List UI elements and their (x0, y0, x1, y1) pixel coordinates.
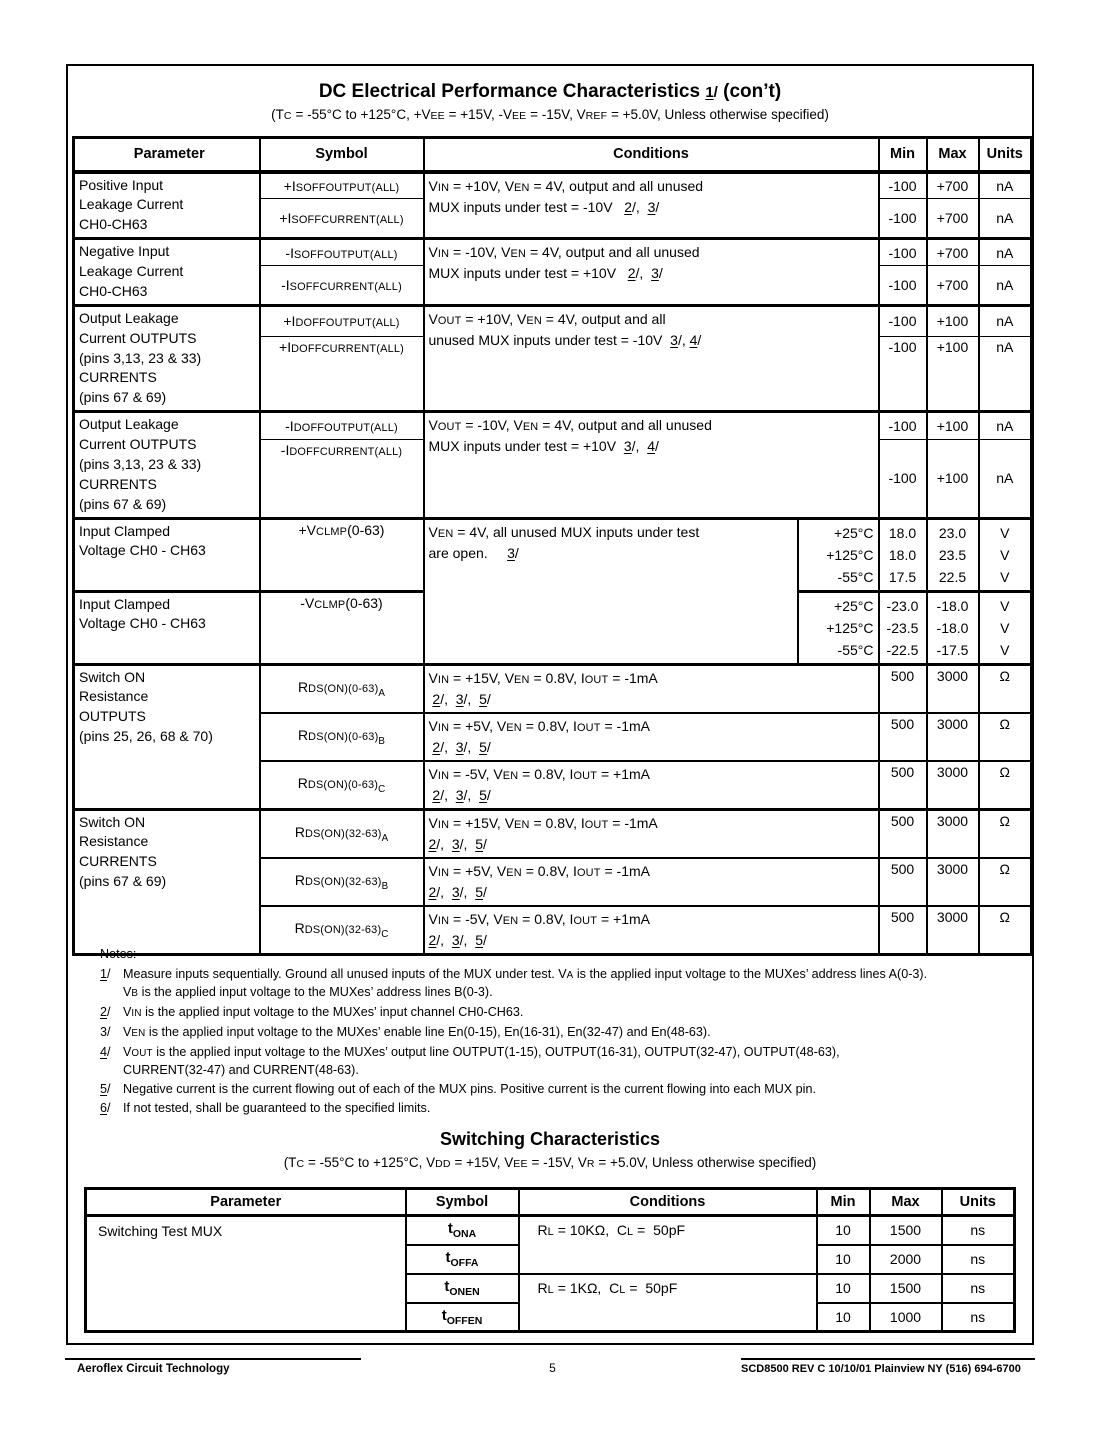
dc-section-subtitle: (TC = -55°C to +125°C, +VEE = +15V, -VEE = -15V, VREF = +5.0V, Unless otherwise specified) (271, 107, 829, 122)
param-cell: Negative Input Leakage Current CH0-CH63 (74, 239, 260, 306)
column-header-max: Max (927, 138, 979, 172)
units-cell: nA (979, 172, 1032, 199)
note-item (100, 966, 1038, 1002)
symbol-cell: +ISOFFCURRENT(ALL) (260, 199, 424, 239)
max-cell: 1500 (870, 1216, 942, 1245)
symbol-cell: -ISOFFOUTPUT(ALL) (260, 239, 424, 266)
param-cell: Switch ON Resistance CURRENTS (pins 67 & 69) (74, 809, 260, 954)
max-cell: 3000 (927, 664, 979, 713)
min-cell: -100 (879, 305, 927, 336)
min-cell: -100 (879, 266, 927, 305)
table-row (74, 172, 1032, 199)
min-cell: 500 (879, 713, 927, 761)
max-cell: 3000 (927, 713, 979, 761)
symbol-cell: $t_{OFFA}$ (406, 1245, 519, 1274)
max-cell: 23.0 23.5 22.5 (927, 518, 979, 591)
symbol-cell: -IDOFFCURRENT(ALL) (260, 439, 424, 518)
symbol-cell: -IDOFFOUTPUT(ALL) (260, 412, 424, 440)
max-cell: +700 (927, 239, 979, 266)
units-cell: V V V (979, 518, 1032, 591)
param-cell: Output Leakage Current OUTPUTS (pins 3,13, 23 & 33) CURRENTS (pins 67 & 69) (74, 305, 260, 411)
max-cell: 3000 (927, 858, 979, 906)
note-text: VIN is the applied input voltage to the MUXes’ input channel CH0-CH63. (123, 1005, 524, 1019)
max-cell: -18.0 -18.0 -17.5 (927, 591, 979, 664)
symbol-cell: $RDS(ON)(32-63)_B$ (260, 858, 424, 906)
units-cell: Ω (979, 906, 1032, 955)
max-cell: +700 (927, 172, 979, 199)
note-ref: 4/ (100, 1045, 111, 1059)
min-cell: -100 (879, 172, 927, 199)
units-cell: nA (979, 199, 1032, 239)
table-row (74, 305, 1032, 336)
min-cell: -100 (879, 336, 927, 411)
symbol-cell: $RDS(ON)(0-63)_C$ (260, 761, 424, 810)
note-item (100, 1004, 1038, 1022)
note-ref: 5/ (100, 1082, 111, 1096)
column-header-units: Units (942, 1189, 1015, 1216)
footer-doc-info: SCD8500 REV C 10/10/01 Plainview NY (516) 694-6700 (741, 1358, 1035, 1375)
max-cell: 1500 (870, 1274, 942, 1303)
note-text: VEN is the applied input voltage to the MUXes’ enable line En(0-15), En(16-31), En(32-47) and En(48-63). (123, 1025, 711, 1039)
symbol-cell: +IDOFFCURRENT(ALL) (260, 336, 424, 411)
units-cell: nA (979, 266, 1032, 305)
units-cell: Ω (979, 761, 1032, 810)
min-cell: 500 (879, 809, 927, 858)
symbol-cell: $RDS(ON)(32-63)_C$ (260, 906, 424, 955)
units-cell: V V V (979, 591, 1032, 664)
note-item (100, 1024, 1038, 1042)
param-cell: Output Leakage Current OUTPUTS (pins 3,13, 23 & 33) CURRENTS (pins 67 & 69) (74, 412, 260, 518)
switching-table-header-row (86, 1189, 1015, 1216)
dc-table-header-row (74, 138, 1032, 172)
symbol-cell: +IDOFFOUTPUT(ALL) (260, 305, 424, 336)
temp-cell: +25°C +125°C -55°C (798, 518, 879, 591)
param-cell: Positive Input Leakage Current CH0-CH63 (74, 172, 260, 239)
column-header-min: Min (817, 1189, 870, 1216)
units-cell: ns (942, 1303, 1015, 1332)
param-cell: Input Clamped Voltage CH0 - CH63 (74, 518, 260, 591)
units-cell: ns (942, 1216, 1015, 1245)
footer-company: Aeroflex Circuit Technology (65, 1358, 361, 1375)
max-cell: 1000 (870, 1303, 942, 1332)
table-row (74, 518, 1032, 591)
symbol-cell: -ISOFFCURRENT(ALL) (260, 266, 424, 305)
units-cell: Ω (979, 664, 1032, 713)
symbol-cell: $t_{ONA}$ (406, 1216, 519, 1245)
units-cell: Ω (979, 858, 1032, 906)
column-header-conditions: Conditions (519, 1189, 817, 1216)
note-text: Negative current is the current flowing out of each of the MUX pins. Positive current is the current flowing into each MUX pin. (123, 1082, 816, 1096)
units-cell: Ω (979, 713, 1032, 761)
table-row (86, 1216, 1015, 1245)
note-ref: 6/ (100, 1101, 111, 1115)
min-cell: -100 (879, 199, 927, 239)
note-item (100, 1044, 1038, 1079)
max-cell: +100 (927, 412, 979, 440)
conditions-cell: RL = 1KΩ, CL = 50pF (519, 1274, 817, 1332)
temp-cell: +25°C +125°C -55°C (798, 591, 879, 664)
conditions-cell: VIN = +15V, VEN = 0.8V, IOUT = -1mA 2/, 3/, 5/ (424, 664, 879, 713)
max-cell: 3000 (927, 761, 979, 810)
dc-table (72, 136, 1033, 956)
conditions-cell: VIN = +10V, VEN = 4V, output and all unused MUX inputs under test = -10V 2/, 3/ (424, 172, 879, 239)
conditions-cell: VIN = +15V, VEN = 0.8V, IOUT = -1mA 2/, 3/, 5/ (424, 809, 879, 858)
conditions-cell: VIN = -5V, VEN = 0.8V, IOUT = +1mA 2/, 3/, 5/ (424, 761, 879, 810)
table-row (74, 239, 1032, 266)
column-header-max: Max (870, 1189, 942, 1216)
note-text: If not tested, shall be guaranteed to the specified limits. (123, 1101, 431, 1115)
min-cell: 500 (879, 664, 927, 713)
note-ref: 1/ (100, 967, 111, 981)
min-cell: 500 (879, 906, 927, 955)
table-row (74, 664, 1032, 713)
min-cell: -23.0 -23.5 -22.5 (879, 591, 927, 664)
units-cell: nA (979, 239, 1032, 266)
symbol-cell: +ISOFFOUTPUT(ALL) (260, 172, 424, 199)
switching-section-title: Switching Characteristics (439, 1129, 661, 1149)
table-row (74, 412, 1032, 440)
units-cell: ns (942, 1245, 1015, 1274)
max-cell: 3000 (927, 906, 979, 955)
dc-title-note-ref: 1/ (705, 84, 718, 101)
max-cell: 3000 (927, 809, 979, 858)
min-cell: 500 (879, 761, 927, 810)
notes-heading: Notes: (100, 947, 137, 961)
symbol-cell: +VCLMP(0-63) (260, 518, 424, 591)
note-text: Measure inputs sequentially. Ground all unused inputs of the MUX under test. VA is the applied input voltage to the MUXes’ address lines A(0-3). VB is the applied input voltage to the MUXes’ address lines B(0-3). (123, 967, 928, 999)
conditions-cell: VIN = +5V, VEN = 0.8V, IOUT = -1mA 2/, 3/, 5/ (424, 713, 879, 761)
switching-table (84, 1187, 1016, 1333)
units-cell: Ω (979, 809, 1032, 858)
param-cell: Switching Test MUX (86, 1216, 406, 1332)
min-cell: -100 (879, 412, 927, 440)
footer-page-number: 5 (549, 1361, 556, 1375)
column-header-parameter: Parameter (86, 1189, 406, 1216)
conditions-cell: VIN = +5V, VEN = 0.8V, IOUT = -1mA 2/, 3/, 5/ (424, 858, 879, 906)
conditions-cell: RL = 10KΩ, CL = 50pF (519, 1216, 817, 1274)
param-cell: Input Clamped Voltage CH0 - CH63 (74, 591, 260, 664)
units-cell: nA (979, 336, 1032, 411)
dc-title-suffix: (con’t) (723, 81, 782, 102)
symbol-cell: $RDS(ON)(32-63)_A$ (260, 809, 424, 858)
column-header-units: Units (979, 138, 1032, 172)
symbol-cell: -VCLMP(0-63) (260, 591, 424, 664)
min-cell: -100 (879, 239, 927, 266)
max-cell: +700 (927, 199, 979, 239)
max-cell: 2000 (870, 1245, 942, 1274)
column-header-symbol: Symbol (260, 138, 424, 172)
units-cell: nA (979, 439, 1032, 518)
units-cell: ns (942, 1274, 1015, 1303)
column-header-symbol: Symbol (406, 1189, 519, 1216)
column-header-parameter: Parameter (74, 138, 260, 172)
conditions-cell: VEN = 4V, all unused MUX inputs under test are open. 3/ (424, 518, 798, 664)
max-cell: +700 (927, 266, 979, 305)
min-cell: -100 (879, 439, 927, 518)
symbol-cell: $t_{OFFEN}$ (406, 1303, 519, 1332)
notes-section (100, 946, 1038, 1117)
note-ref: 3/ (100, 1025, 111, 1039)
min-cell: 10 (817, 1245, 870, 1274)
table-row (74, 809, 1032, 858)
column-header-min: Min (879, 138, 927, 172)
symbol-cell: $RDS(ON)(0-63)_A$ (260, 664, 424, 713)
param-cell: Switch ON Resistance OUTPUTS (pins 25, 26, 68 & 70) (74, 664, 260, 809)
min-cell: 10 (817, 1303, 870, 1332)
conditions-cell: VOUT = +10V, VEN = 4V, output and all unused MUX inputs under test = -10V 3/, 4/ (424, 305, 879, 411)
units-cell: nA (979, 305, 1032, 336)
note-item (100, 1081, 1038, 1098)
conditions-cell: VOUT = -10V, VEN = 4V, output and all unused MUX inputs under test = +10V 3/, 4/ (424, 412, 879, 518)
symbol-cell: $t_{ONEN}$ (406, 1274, 519, 1303)
note-text: VOUT is the applied input voltage to the MUXes’ output line OUTPUT(1-15), OUTPUT(16-31), OUTPUT(32-47), OUTPUT(48-63), CURRENT(32-47) and CURRENT(48-63). (123, 1045, 840, 1077)
min-cell: 18.0 18.0 17.5 (879, 518, 927, 591)
note-ref: 2/ (100, 1005, 111, 1019)
min-cell: 10 (817, 1216, 870, 1245)
min-cell: 500 (879, 858, 927, 906)
dc-section-title (68, 81, 1032, 103)
max-cell: +100 (927, 305, 979, 336)
max-cell: +100 (927, 439, 979, 518)
page-border-box (66, 64, 1034, 1345)
note-item (100, 1100, 1038, 1117)
units-cell: nA (979, 412, 1032, 440)
switching-section-subtitle: (TC = -55°C to +125°C, VDD = +15V, VEE = -15V, VR = +5.0V, Unless otherwise specified) (283, 1155, 817, 1170)
conditions-cell: VIN = -5V, VEN = 0.8V, IOUT = +1mA 2/, 3/, 5/ (424, 906, 879, 955)
conditions-cell: VIN = -10V, VEN = 4V, output and all unused MUX inputs under test = +10V 2/, 3/ (424, 239, 879, 306)
dc-title-text: DC Electrical Performance Characteristics (318, 81, 701, 102)
min-cell: 10 (817, 1274, 870, 1303)
max-cell: +100 (927, 336, 979, 411)
column-header-conditions: Conditions (424, 138, 879, 172)
symbol-cell: $RDS(ON)(0-63)_B$ (260, 713, 424, 761)
